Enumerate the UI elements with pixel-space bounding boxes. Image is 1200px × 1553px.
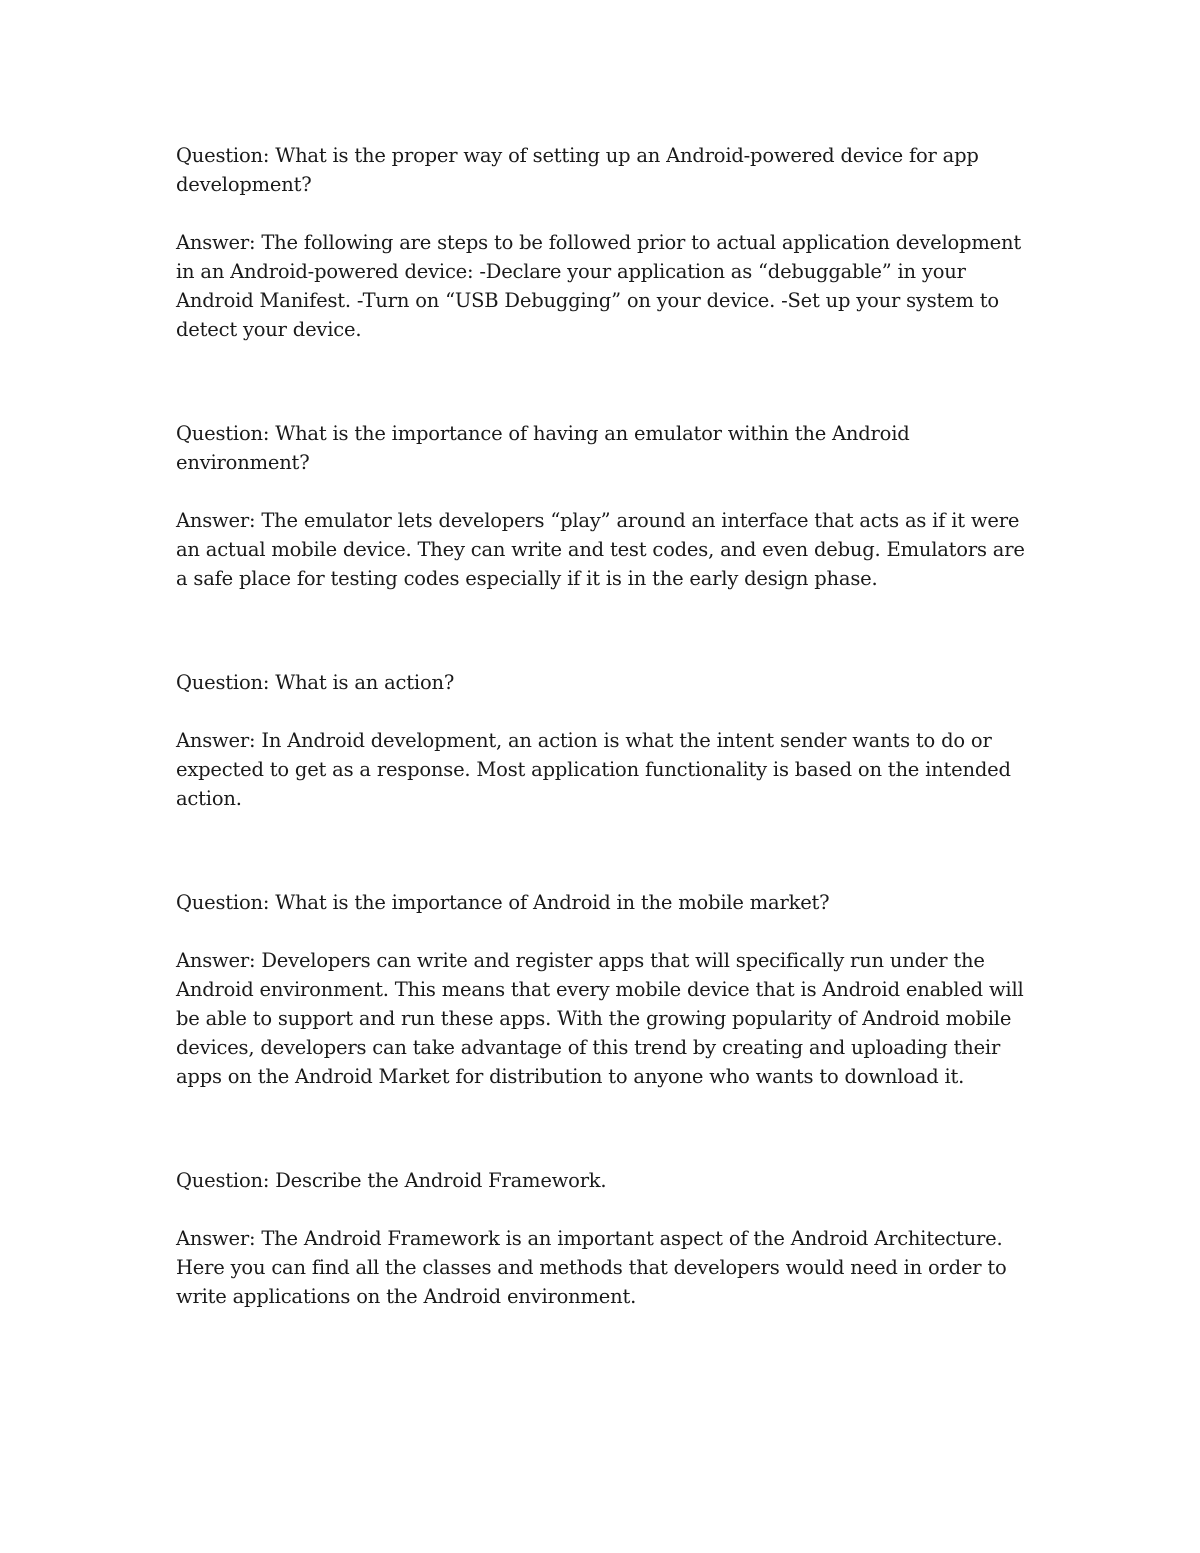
answer-5: Answer: The Android Framework is an important aspect of the Android Architecture. Here you can find all the classes and methods that developers would need in order to write applications on the Android environment. bbox=[176, 1227, 1007, 1308]
document-body bbox=[176, 141, 1036, 1386]
qa-block-5 bbox=[176, 1166, 1036, 1311]
question-2: Question: What is the importance of having an emulator within the Android environment? bbox=[176, 422, 910, 474]
qa-block-3 bbox=[176, 668, 1036, 813]
question-3: Question: What is an action? bbox=[176, 671, 455, 694]
answer-3: Answer: In Android development, an action is what the intent sender wants to do or expected to get as a response. Most application functionality is based on the intended action. bbox=[176, 729, 1011, 810]
qa-block-4 bbox=[176, 888, 1036, 1091]
answer-1: Answer: The following are steps to be followed prior to actual application development in an Android-powered device: -Declare your application as “debuggable” in your Android Manifest. -Turn on “USB Debugging” on your device. -Set up your system to detect your device. bbox=[176, 231, 1021, 341]
answer-4: Answer: Developers can write and register apps that will specifically run under the Android environment. This means that every mobile device that is Android enabled will be able to support and run these apps. With the growing popularity of Android mobile devices, developers can take advantage of this trend by creating and uploading their apps on the Android Market for distribution to anyone who wants to download it. bbox=[176, 949, 1024, 1088]
qa-block-2 bbox=[176, 419, 1036, 593]
question-1: Question: What is the proper way of setting up an Android-powered device for app development? bbox=[176, 144, 979, 196]
qa-block-1 bbox=[176, 141, 1036, 344]
question-5: Question: Describe the Android Framework. bbox=[176, 1169, 607, 1192]
question-4: Question: What is the importance of Android in the mobile market? bbox=[176, 891, 830, 914]
answer-2: Answer: The emulator lets developers “play” around an interface that acts as if it were an actual mobile device. They can write and test codes, and even debug. Emulators are a safe place for testing codes especially if it is in the early design phase. bbox=[176, 509, 1025, 590]
